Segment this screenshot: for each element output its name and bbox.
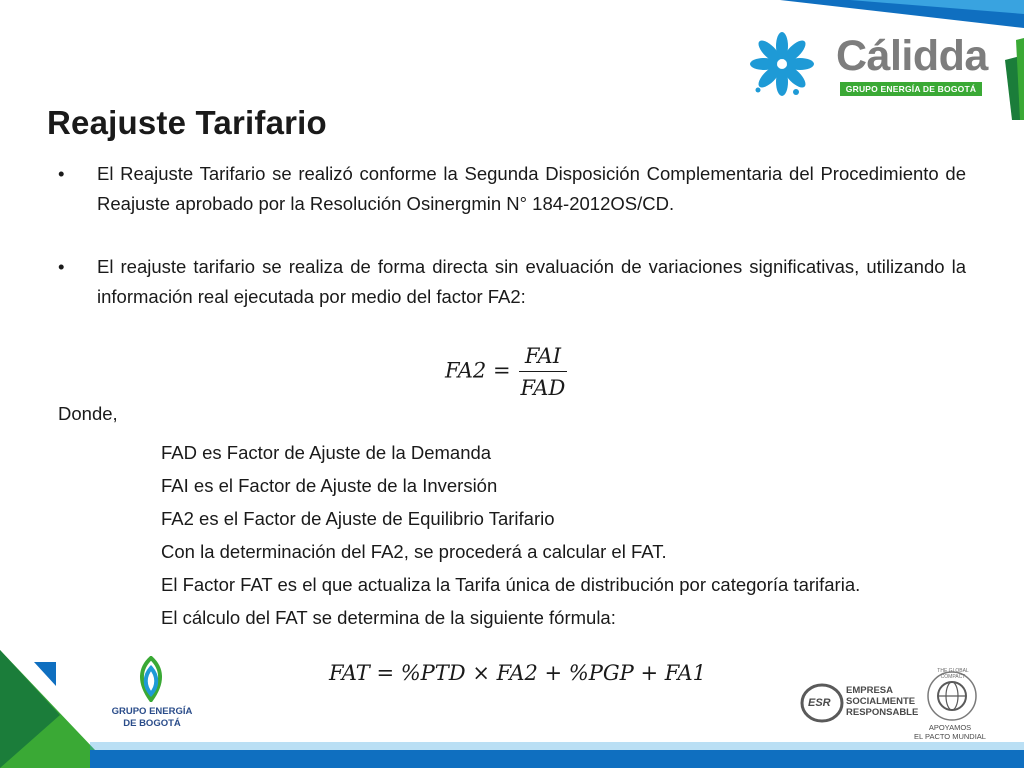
- definitions-list: [161, 436, 860, 634]
- geb-logo-icon: [134, 656, 168, 702]
- definition-item: FAD es Factor de Ajuste de la Demanda: [161, 442, 492, 463]
- geb-logo-text: [104, 706, 200, 730]
- definition-item: El Factor FAT es el que actualiza la Tarifa única de distribución por categoría tarifaria.: [161, 574, 861, 595]
- definition-item: El cálculo del FAT se determina de la siguiente fórmula:: [161, 607, 616, 628]
- formula-lhs: FA2 =: [445, 358, 511, 383]
- formula-fraction: [519, 344, 568, 400]
- donde-label: Donde,: [58, 403, 118, 424]
- formula-numerator: FAI: [519, 344, 568, 372]
- bottom-stripe: [90, 742, 1024, 768]
- global-compact-ring-text: THE GLOBAL COMPACT: [937, 668, 969, 680]
- calidda-flower-icon: [744, 28, 820, 100]
- brand-name: Cálidda: [836, 32, 988, 80]
- brand-tagline: GRUPO ENERGÍA DE BOGOTÁ: [840, 82, 982, 96]
- bullet-text: El Reajuste Tarifario se realizó conforme la Segunda Disposición Complementaria del Procedimiento de Reajuste aprobado por la Resolución Osinergmin N° 184-2012OS/CD.: [97, 163, 966, 214]
- global-compact-text: [910, 723, 990, 741]
- geb-line-2: DE BOGOTÁ: [123, 718, 181, 729]
- esr-line-1: EMPRESA: [846, 685, 893, 696]
- bullet-text: El reajuste tarifario se realiza de forma directa sin evaluación de variaciones significativas, utilizando la información real ejecutada por medio del factor FA2:: [97, 256, 966, 307]
- bullet-item: [58, 159, 966, 221]
- gc-line-1: APOYAMOS: [928, 723, 972, 732]
- bullet-symbol: •: [58, 163, 65, 184]
- esr-badge: ESR: [808, 697, 831, 709]
- geb-line-1: GRUPO ENERGÍA: [111, 706, 193, 717]
- page-title: Reajuste Tarifario: [47, 104, 327, 141]
- gc-line-2: EL PACTO MUNDIAL: [914, 732, 986, 741]
- bottom-left-triangles: [0, 640, 100, 768]
- esr-line-3: RESPONSABLE: [846, 707, 919, 718]
- formula-fat: FAT = %PTD × FA2 + %PGP + FA1: [329, 661, 707, 685]
- bullet-symbol: •: [58, 256, 65, 277]
- esr-line-2: SOCIALMENTE: [846, 696, 916, 707]
- definition-item: FAI es el Factor de Ajuste de la Inversión: [161, 475, 498, 496]
- formula-denominator: FAD: [520, 376, 566, 400]
- esr-text: [846, 685, 918, 718]
- definition-item: Con la determinación del FA2, se procederá a calcular el FAT.: [161, 541, 667, 562]
- bullet-item: [58, 252, 966, 314]
- definition-item: FA2 es el Factor de Ajuste de Equilibrio Tarifario: [161, 508, 555, 529]
- formula-fa2: [445, 344, 567, 400]
